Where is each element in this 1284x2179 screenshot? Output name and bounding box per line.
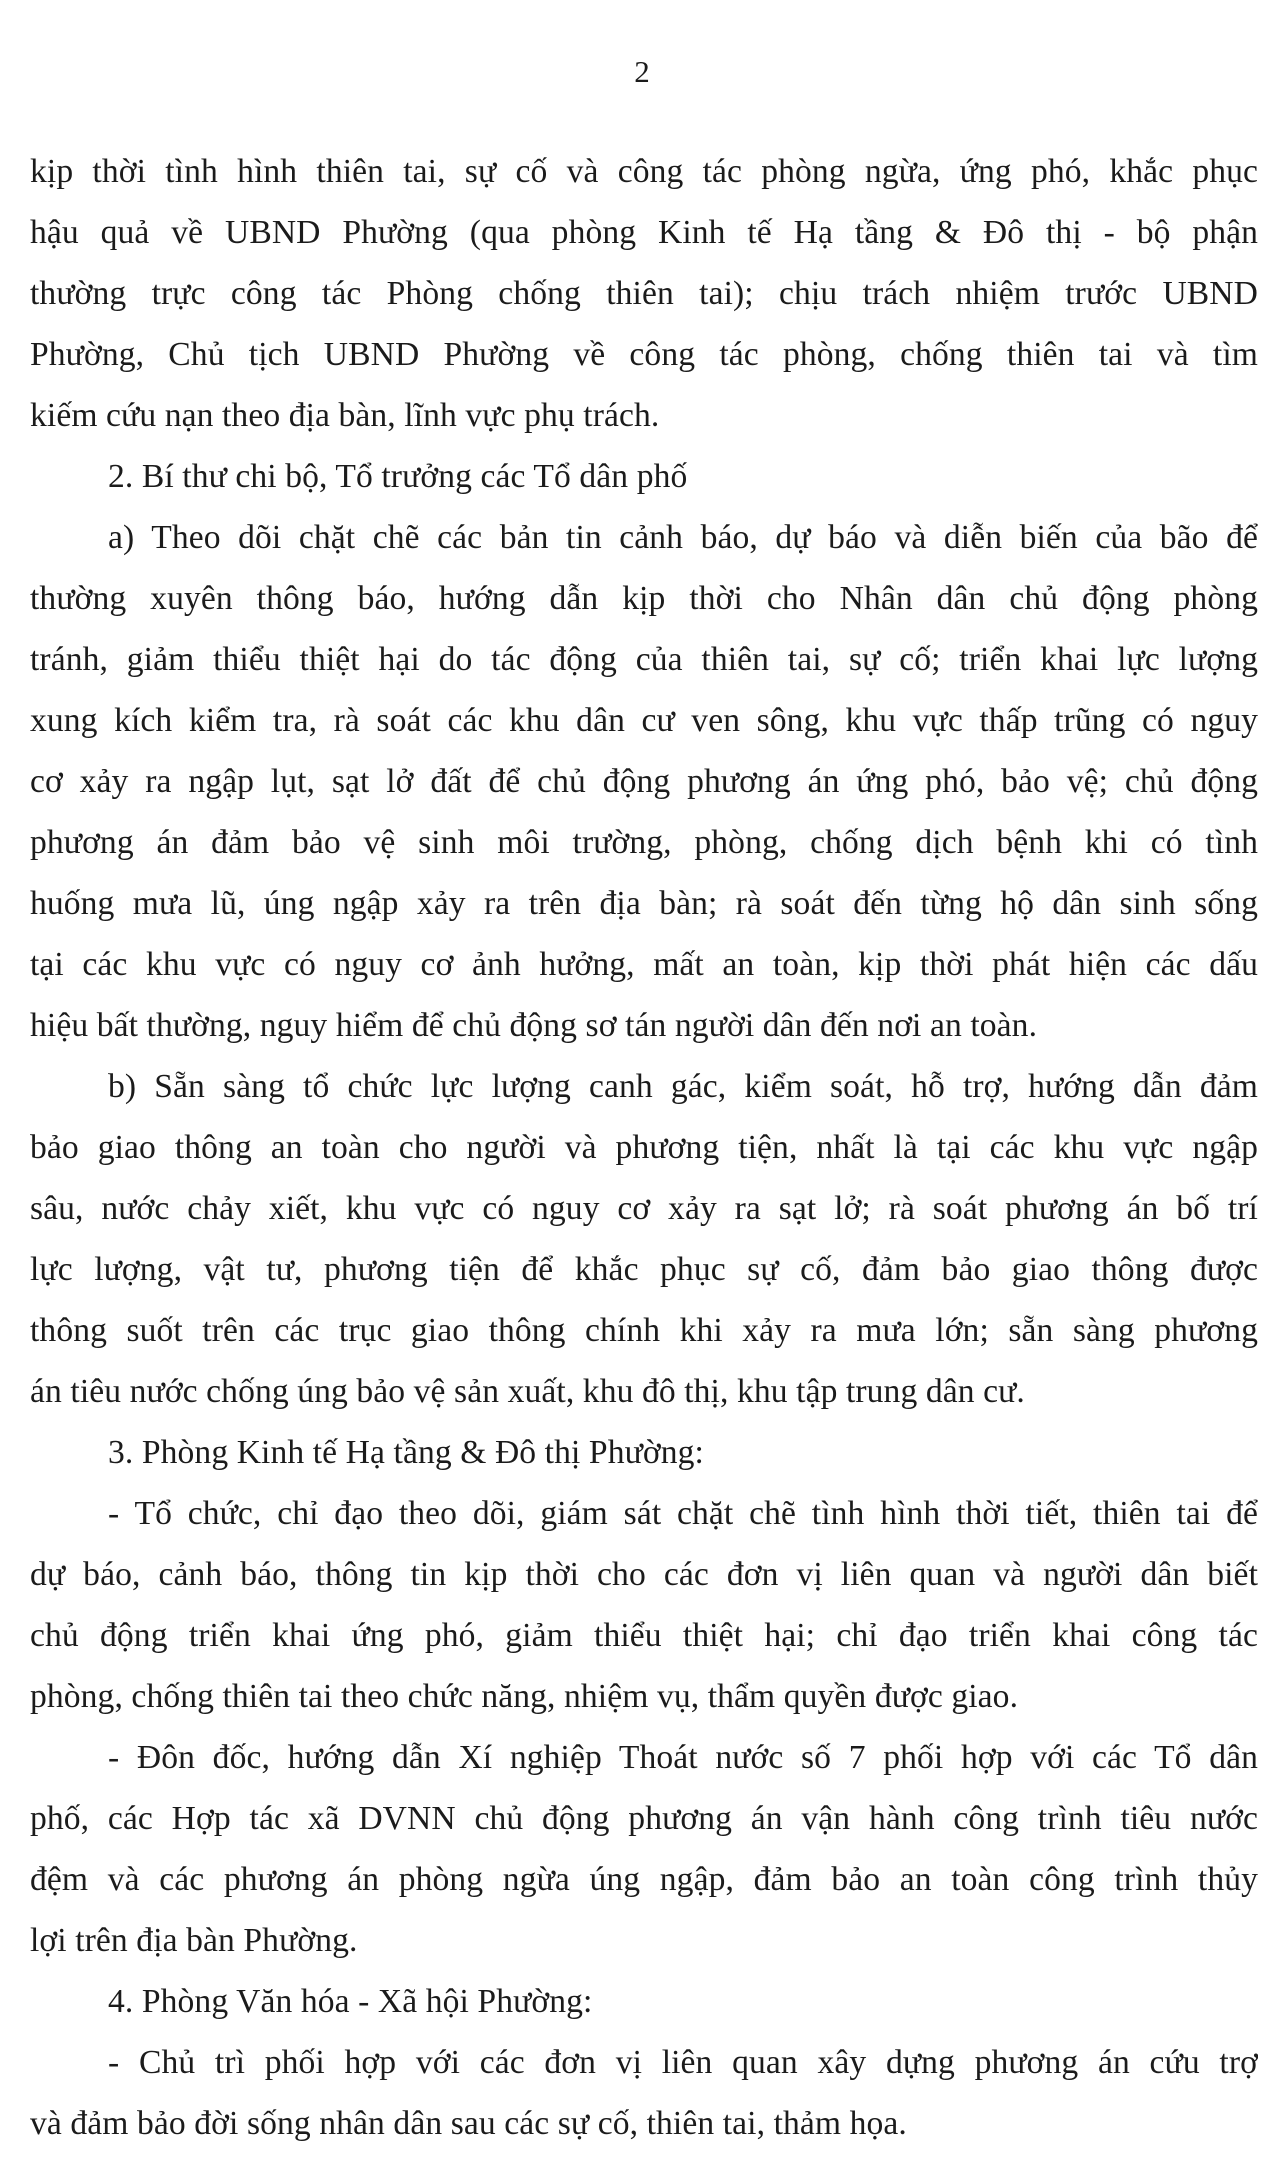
text-line: a) Theo dõi chặt chẽ các bản tin cảnh báo, dự báo và diễn biến của bão để	[108, 519, 1258, 556]
text-line: phương án đảm bảo vệ sinh môi trường, phòng, chống dịch bệnh khi có tình	[30, 824, 1258, 861]
text-line: phố, các Hợp tác xã DVNN chủ động phương án vận hành công trình tiêu nước	[30, 1800, 1258, 1837]
text-line: Phường, Chủ tịch UBND Phường về công tác phòng, chống thiên tai và tìm	[30, 336, 1258, 373]
section-heading: 3. Phòng Kinh tế Hạ tầng & Đô thị Phường:	[108, 1434, 704, 1471]
text-line: lực lượng, vật tư, phương tiện để khắc phục sự cố, đảm bảo giao thông được	[30, 1251, 1258, 1288]
text-line: tại các khu vực có nguy cơ ảnh hưởng, mất an toàn, kịp thời phát hiện các dấu	[30, 946, 1258, 983]
text-line: - Tổ chức, chỉ đạo theo dõi, giám sát chặt chẽ tình hình thời tiết, thiên tai để	[108, 1495, 1258, 1532]
text-line: và đảm bảo đời sống nhân dân sau các sự cố, thiên tai, thảm họa.	[30, 2105, 907, 2142]
text-line: thông suốt trên các trục giao thông chính khi xảy ra mưa lớn; sẵn sàng phương	[30, 1312, 1258, 1349]
text-line: thường xuyên thông báo, hướng dẫn kịp thời cho Nhân dân chủ động phòng	[30, 580, 1258, 617]
text-line: thường trực công tác Phòng chống thiên tai); chịu trách nhiệm trước UBND	[30, 275, 1258, 312]
text-line: cơ xảy ra ngập lụt, sạt lở đất để chủ động phương án ứng phó, bảo vệ; chủ động	[30, 763, 1258, 800]
text-line: dự báo, cảnh báo, thông tin kịp thời cho các đơn vị liên quan và người dân biết	[30, 1556, 1258, 1593]
text-line: xung kích kiểm tra, rà soát các khu dân cư ven sông, khu vực thấp trũng có nguy	[30, 702, 1258, 739]
text-line: kịp thời tình hình thiên tai, sự cố và công tác phòng ngừa, ứng phó, khắc phục	[30, 153, 1258, 190]
text-line: kiếm cứu nạn theo địa bàn, lĩnh vực phụ trách.	[30, 397, 660, 434]
document-body	[30, 141, 1258, 2154]
text-line: án tiêu nước chống úng bảo vệ sản xuất, khu đô thị, khu tập trung dân cư.	[30, 1373, 1025, 1410]
text-line: - Đôn đốc, hướng dẫn Xí nghiệp Thoát nước số 7 phối hợp với các Tổ dân	[108, 1739, 1258, 1776]
text-line: tránh, giảm thiểu thiệt hại do tác động của thiên tai, sự cố; triển khai lực lượng	[30, 641, 1258, 678]
text-line: phòng, chống thiên tai theo chức năng, nhiệm vụ, thẩm quyền được giao.	[30, 1678, 1019, 1715]
text-line: hiệu bất thường, nguy hiểm để chủ động sơ tán người dân đến nơi an toàn.	[30, 1007, 1038, 1044]
text-line: b) Sẵn sàng tổ chức lực lượng canh gác, kiểm soát, hỗ trợ, hướng dẫn đảm	[108, 1068, 1258, 1105]
text-line: huống mưa lũ, úng ngập xảy ra trên địa bàn; rà soát đến từng hộ dân sinh sống	[30, 885, 1258, 922]
page-number: 2	[634, 54, 650, 89]
text-line: sâu, nước chảy xiết, khu vực có nguy cơ xảy ra sạt lở; rà soát phương án bố trí	[30, 1190, 1258, 1227]
section-heading: 2. Bí thư chi bộ, Tổ trưởng các Tổ dân phố	[108, 458, 688, 495]
section-heading: 4. Phòng Văn hóa - Xã hội Phường:	[108, 1983, 593, 2020]
text-line: - Chủ trì phối hợp với các đơn vị liên quan xây dựng phương án cứu trợ	[108, 2044, 1258, 2081]
text-line: đệm và các phương án phòng ngừa úng ngập, đảm bảo an toàn công trình thủy	[30, 1861, 1258, 1898]
text-line: hậu quả về UBND Phường (qua phòng Kinh tế Hạ tầng & Đô thị - bộ phận	[30, 214, 1258, 251]
text-line: bảo giao thông an toàn cho người và phương tiện, nhất là tại các khu vực ngập	[30, 1129, 1258, 1166]
text-line: lợi trên địa bàn Phường.	[30, 1922, 358, 1959]
text-line: chủ động triển khai ứng phó, giảm thiểu thiệt hại; chỉ đạo triển khai công tác	[30, 1617, 1258, 1654]
